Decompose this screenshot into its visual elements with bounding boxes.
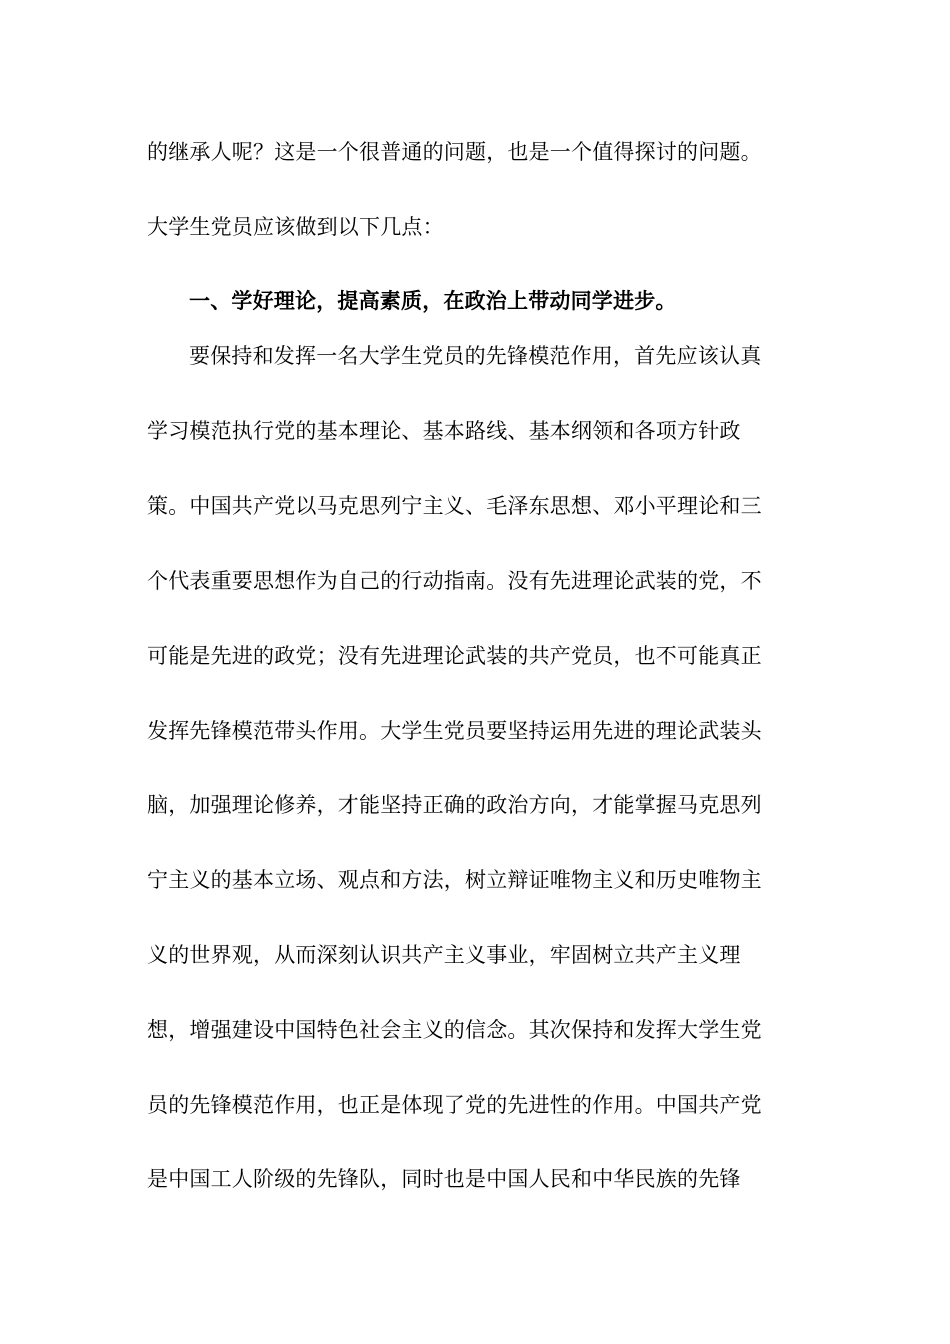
text-line: 义的世界观，从而深刻认识共产主义事业，牢固树立共产主义理 bbox=[147, 943, 741, 967]
text-line: 大学生党员应该做到以下几点： bbox=[147, 215, 444, 239]
text-line: 策。中国共产党以马克思列宁主义、毛泽东思想、邓小平理论和三 bbox=[147, 494, 762, 518]
text-line: 发挥先锋模范带头作用。大学生党员要坚持运用先进的理论武装头 bbox=[147, 719, 762, 743]
text-line: 是中国工人阶级的先锋队，同时也是中国人民和中华民族的先锋 bbox=[147, 1167, 741, 1191]
section-heading: 一、学好理论，提高素质，在政治上带动同学进步。 bbox=[189, 289, 677, 313]
text-line: 想，增强建设中国特色社会主义的信念。其次保持和发挥大学生党 bbox=[147, 1018, 762, 1042]
text-line: 学习模范执行党的基本理论、基本路线、基本纲领和各项方针政 bbox=[147, 419, 741, 443]
text-line: 脑，加强理论修养，才能坚持正确的政治方向，才能掌握马克思列 bbox=[147, 793, 762, 817]
text-line: 的继承人呢？这是一个很普通的问题，也是一个值得探讨的问题。 bbox=[147, 140, 762, 164]
text-line: 个代表重要思想作为自己的行动指南。没有先进理论武装的党，不 bbox=[147, 569, 762, 593]
text-line: 可能是先进的政党；没有先进理论武装的共产党员，也不可能真正 bbox=[147, 644, 762, 668]
text-line: 宁主义的基本立场、观点和方法，树立辩证唯物主义和历史唯物主 bbox=[147, 868, 762, 892]
paragraph-first-line: 要保持和发挥一名大学生党员的先锋模范作用，首先应该认真 bbox=[189, 344, 762, 368]
text-line: 员的先锋模范作用，也正是体现了党的先进性的作用。中国共产党 bbox=[147, 1093, 762, 1117]
